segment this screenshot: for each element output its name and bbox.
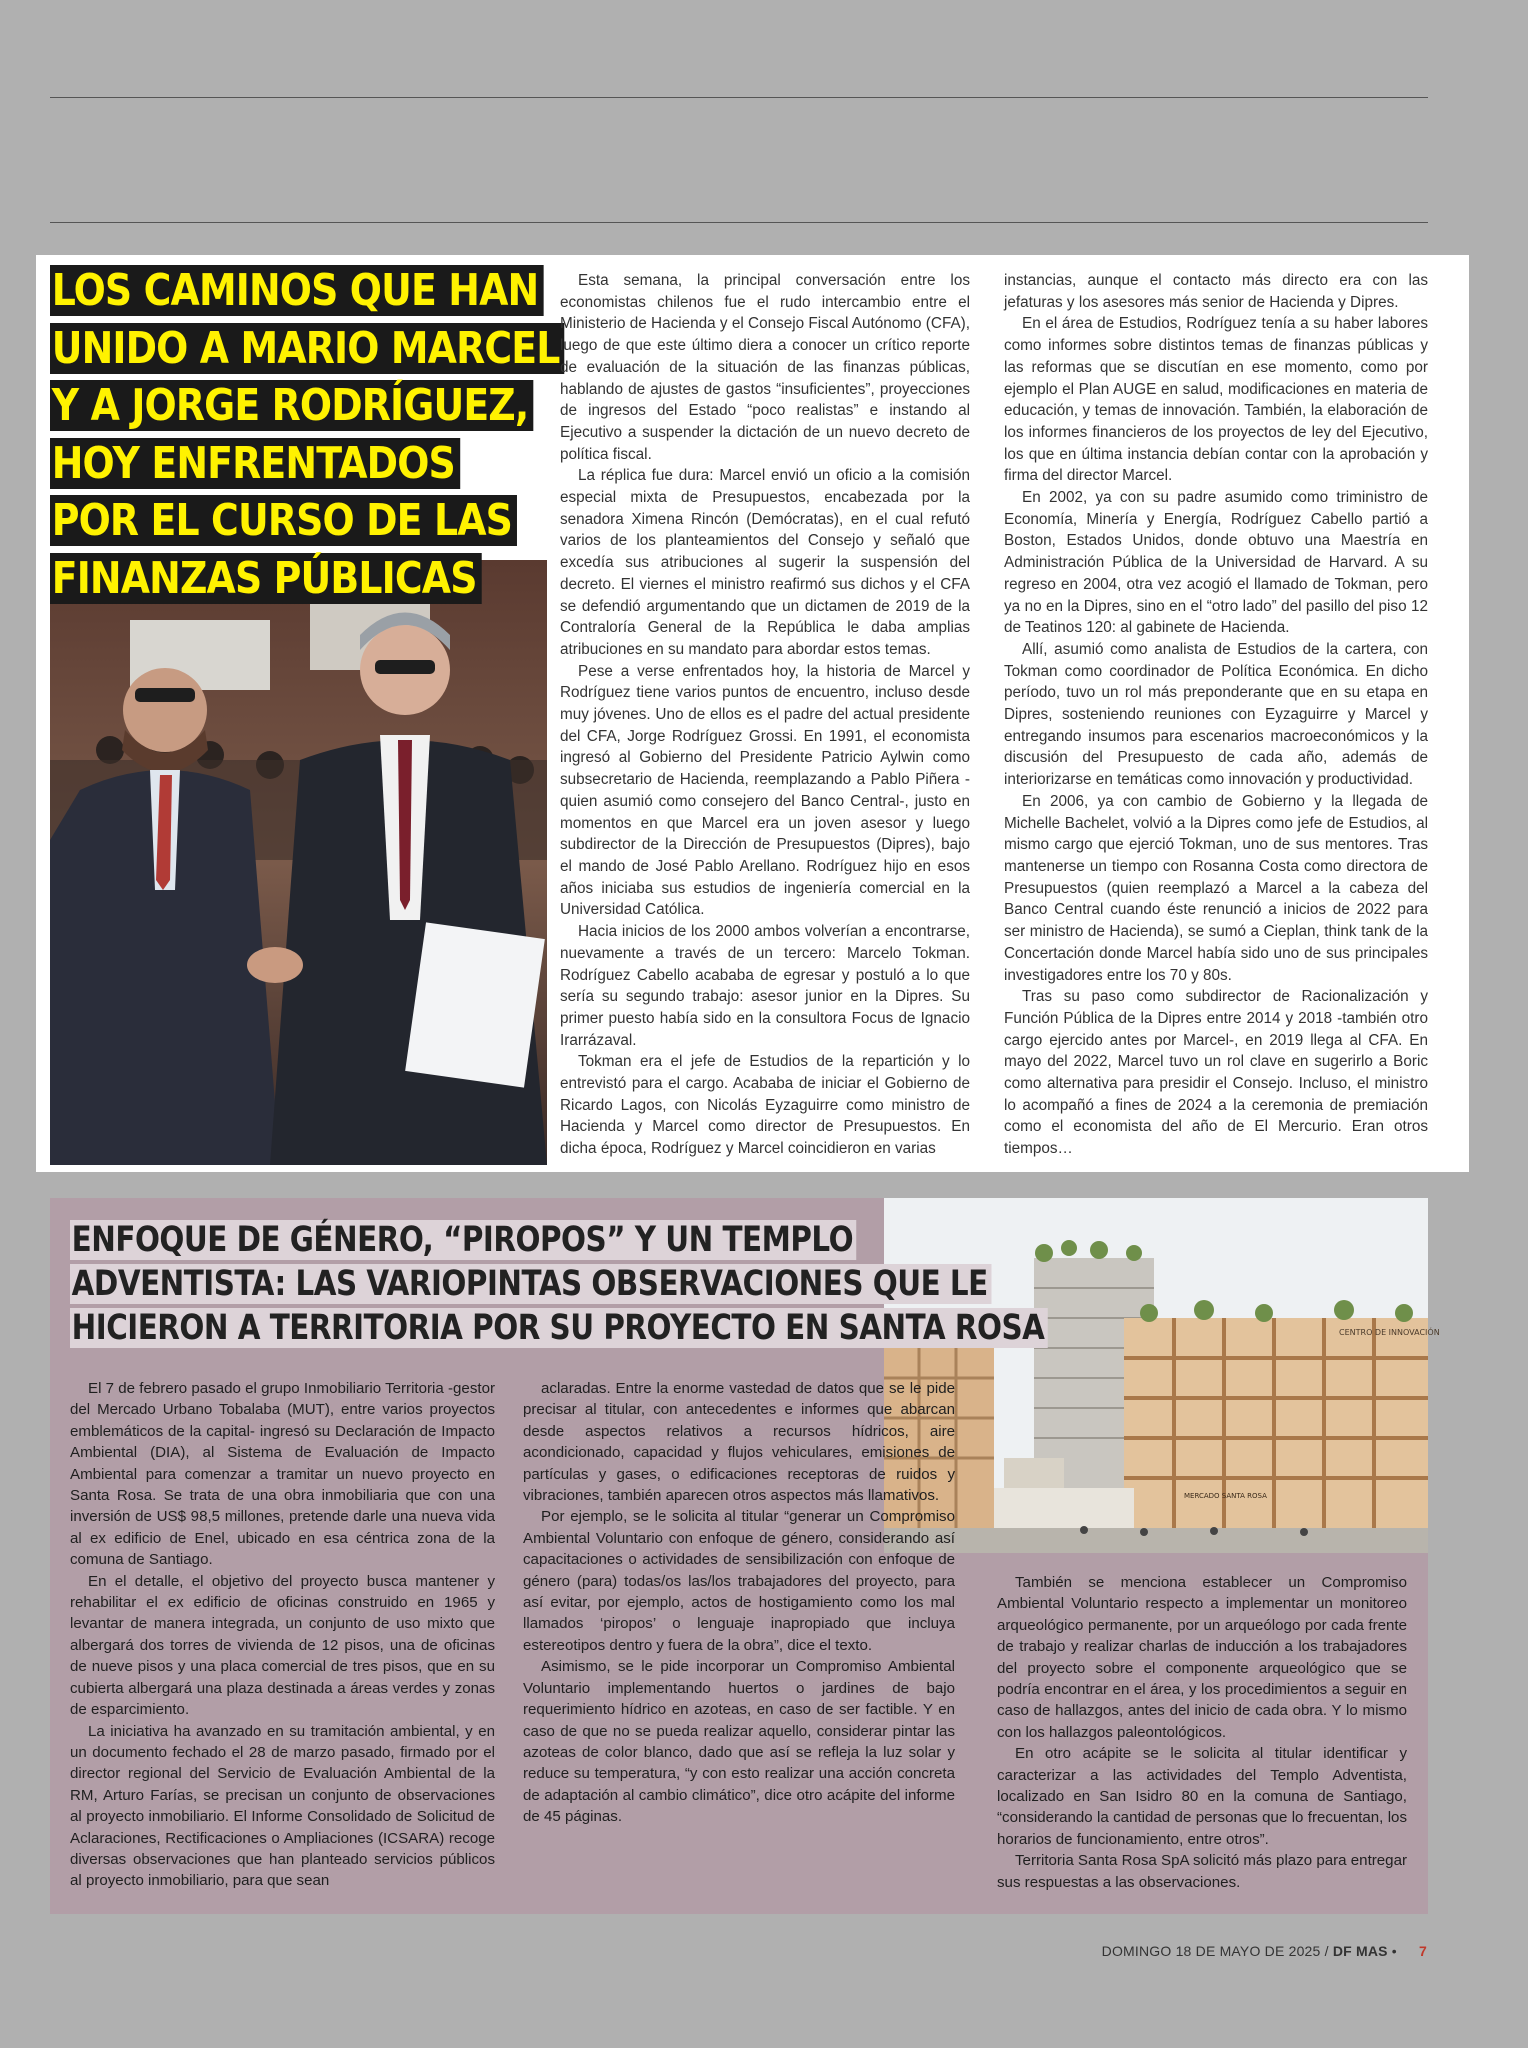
paragraph: En 2002, ya con su padre asumido como triministro de Economía, Minería y Energía, Rodríguez Cabello partió a Boston, Estados Unidos, donde obtuvo una Maestría en Administración Pública de la Universidad de Harvard. A su regreso en 2004, otra vez acogió el llamado de Tokman, pero ya no en la Dipres, sino en el “otro lado” del pasillo del piso 12 de Teatinos 120: al gabinete de Hacienda. [1004, 489, 1428, 637]
second-rule [50, 222, 1428, 223]
footer-bullet: • [1391, 1943, 1397, 1959]
paragraph: Asimismo, se le pide incorporar un Compromiso Ambiental Voluntario implementando huertos o jardines de bajo requerimiento hídrico en azoteas, en caso de ser factible. Y en caso de que no se pueda realizar aquello, considerar pintar las azoteas de color blanco, dado que así se refleja la luz solar y reduce su temperatura, “y con esto realizar una acción concreta de adaptación al cambio climático”, dice otro acápite del informe de 45 páginas. [523, 1658, 955, 1826]
rendering-sign: MERCADO SANTA ROSA [1184, 1492, 1267, 1500]
paragraph: La iniciativa ha avanzado en su tramitación ambiental, y en un documento fechado el 28 de marzo pasado, firmado por el director regional del Servicio de Evaluación Ambiental de la RM, Arturo Farías, se precisan un conjunto de observaciones al proyecto inmobiliario. El Informe Consolidado de Solicitud de Aclaraciones, Rectificaciones o Ampliaciones (ICSARA) recoge diversas observaciones que han planteado servicios públicos al proyecto inmobiliario, para que sean [70, 1722, 495, 1890]
paragraph: Hacia inicios de los 2000 ambos volverían a encontrarse, nuevamente a través de un tercero: Marcelo Tokman. Rodríguez Cabello acababa de egresar y postuló a lo que sería su segundo trabajo: asesor junior en la Dipres. Su primer puesto había sido en la consultora Focus de Ignacio Irarrázaval. [560, 923, 970, 1049]
story1-photo [50, 560, 547, 1165]
story1-column-2 [1004, 270, 1428, 1160]
paragraph: Por ejemplo, se le solicita al titular “generar un Compromiso Ambiental Voluntario con enfoque de género, considerando así capacitaciones o actividades de sensibilización con enfoque de género (para) todas/os las/los trabajadores del proyecto, para así evitar, por ejemplo, actos de hostigamiento como los mal llamados ‘piropos’ o lenguaje inapropiado que incluya estereotipos dentro y fuera de la obra”, dice el texto. [523, 1508, 955, 1654]
paragraph: En el área de Estudios, Rodríguez tenía a su haber labores como informes sobre distintos temas de finanzas públicas y las reformas que se discutían en ese momento, como por ejemplo el Plan AUGE en salud, modificaciones en materia de educación, y temas de innovación. También, la elaboración de los informes financieros de los proyectos de ley del Ejecutivo, los que en última instancia debían contar con la aprobación y firma del director Marcel. [1004, 315, 1428, 485]
headline-line: FINANZAS PÚBLICAS [50, 550, 480, 608]
issue-date: DOMINGO 18 DE MAYO DE 2025 [1101, 1943, 1321, 1959]
headline-line: ADVENTISTA: LAS VARIOPINTAS OBSERVACIONES QUE LE [70, 1262, 809, 1306]
paragraph: aclaradas. Entre la enorme vastedad de datos que se le pide precisar al titular, con antecedentes e informes que abarcan desde aspectos relativos a recursos hídricos, aire acondicionado, capacidad y flujos vehiculares, emisiones de partículas y gases, o edificaciones receptoras de ruidos y vibraciones, también aparecen otros aspectos más llamativos. [523, 1380, 955, 1505]
story2-column-2 [523, 1378, 955, 1828]
paragraph: Tokman era el jefe de Estudios de la repartición y lo entrevistó para el cargo. Acababa de iniciar el Gobierno de Ricardo Lagos, con Nicolás Eyzaguirre como ministro de Hacienda y Marcel como director de Presupuestos. En dicha época, Rodríguez y Marcel coincidieron en varias [560, 1053, 970, 1158]
story2-column-1 [70, 1378, 495, 1892]
footer-separator: / [1324, 1943, 1329, 1959]
story1-headline [50, 262, 560, 607]
paragraph: La réplica fue dura: Marcel envió un oficio a la comisión especial mixta de Presupuestos, encabezada por la senadora Ximena Rincón (Demócratas), en el cual refutó varios de los planteamientos del Consejo y señaló que excedía sus atribuciones al sugerir la suspensión del decreto. El viernes el ministro reafirmó sus dichos y el CFA se defendió argumentando que un dictamen de 2019 de la Contraloría General de la República le daba amplias atribuciones en su mandato para abordar estos temas. [560, 467, 970, 658]
page-footer [1102, 1943, 1427, 1959]
paragraph: Esta semana, la principal conversación entre los economistas chilenos fue el rudo intercambio entre el Ministerio de Hacienda y el Consejo Fiscal Autónomo (CFA), luego de que este último diera a conocer un crítico reporte de evaluación de la situación de las finanzas públicas, hablando de ajustes de gastos “insuficientes”, proyecciones de ingresos del Estado “poco realistas” e instando al Ejecutivo a suspender la dictación de un nuevo decreto de política fiscal. [560, 272, 970, 463]
paragraph: Tras su paso como subdirector de Racionalización y Función Pública de la Dipres entre 2014 y 2018 -también otro cargo ejercido antes por Marcel-, en 2019 llega al CFA. En mayo del 2022, Marcel tuvo un rol clave en sugerirlo a Boric como alternativa para presidir el Consejo. Incluso, el ministro lo acompañó a fines de 2024 a la ceremonia de premiación como el economista del año de El Mercurio. Eran otros tiempos… [1004, 988, 1428, 1158]
paragraph: También se menciona establecer un Compromiso Ambiental Voluntario respecto a implementar un monitoreo arqueológico permanente, por un arqueólogo por cada frente de trabajo y realizar charlas de inducción a los trabajadores del proyecto sobre el componente arqueológico que se podría encontrar en el área, y los procedimientos a seguir en caso de hallazgos, antes del inicio de cada obra. Y lo mismo con los hallazgos paleontológicos. [997, 1574, 1407, 1741]
story1-column-1 [560, 270, 970, 1160]
paragraph: El 7 de febrero pasado el grupo Inmobiliario Territoria -gestor del Mercado Urbano Tobalaba (MUT), entre varios proyectos emblemáticos de la capital- ingresó su Declaración de Impacto Ambiental (DIA), al Sistema de Evaluación de Impacto Ambiental para comenzar a tramitar un nuevo proyecto en Santa Rosa. Se trata de una obra inmobiliaria que con una inversión de US$ 98,5 millones, pretende darle una nueva vida al ex edificio de Enel, ubicado en esa céntrica zona de la comuna de Santiago. [70, 1380, 495, 1569]
paragraph: Allí, asumió como analista de Estudios de la cartera, con Tokman como coordinador de Política Económica. En dicho período, tuvo un rol más preponderante que en su etapa en Dipres, sosteniendo reuniones con Eyzaguirre y Marcel y entregando insumos para escenarios macroeconómicos y la discusión del Presupuesto de cada año, además de interiorizarse en temáticas como innovación y productividad. [1004, 640, 1428, 789]
rendering-sign: CENTRO DE INNOVACIÓN [1339, 1328, 1440, 1337]
paragraph: Territoria Santa Rosa SpA solicitó más plazo para entregar sus respuestas a las observaciones. [997, 1852, 1407, 1891]
top-rule [50, 97, 1428, 98]
paragraph: En el detalle, el objetivo del proyecto busca mantener y rehabilitar el ex edificio de oficinas construido en 1965 y levantar de manera integrada, un conjunto de uso mixto que albergará dos torres de vivienda de 12 pisos, una de oficinas de nueve pisos y una placa comercial de tres pisos, que en su cubierta albergará una plaza destinada a áreas verdes y zonas de esparcimiento. [70, 1572, 495, 1719]
story2-column-3 [997, 1572, 1407, 1893]
page-number: 7 [1419, 1943, 1427, 1959]
headline-line: POR EL CURSO DE LAS [50, 492, 480, 550]
headline-line: LOS CAMINOS QUE HAN [50, 262, 480, 320]
headline-line: Y A JORGE RODRÍGUEZ, [50, 377, 480, 435]
paragraph: Pese a verse enfrentados hoy, la historia de Marcel y Rodríguez tiene varios puntos de encuentro, incluso desde muy jóvenes. Uno de ellos es el padre del actual presidente del CFA, Jorge Rodríguez Grossi. En 1991, el economista ingresó al Gobierno del Presidente Patricio Aylwin como subsecretario de Hacienda, reemplazando a Pablo Piñera -quien asumió como consejero del Banco Central-, justo en momentos en que Marcel era un joven asesor y luego subdirector de la Dirección de Presupuestos (Dipres), bajo el mando de José Pablo Arellano. Rodríguez hijo en esos años iniciaba sus estudios de ingeniería comercial en la Universidad Católica. [560, 662, 970, 919]
paragraph: En 2006, ya con cambio de Gobierno y la llegada de Michelle Bachelet, volvió a la Dipres como jefe de Estudios, al mismo cargo que ejerció Tokman, uno de sus mentores. Tras mantenerse un tiempo con Rosanna Costa como directora de Presupuestos (quien reemplazó a Marcel a la cabeza del Banco Central cuando éste renunció a inicios de 2022 para ser ministro de Hacienda), se sumó a Cieplan, think tank de la Concertación donde Marcel había sido uno de sus principales investigadores entre los 70 y 80s. [1004, 792, 1428, 984]
headline-line: HICIERON A TERRITORIA POR SU PROYECTO EN SANTA ROSA [70, 1306, 809, 1350]
headline-line: UNIDO A MARIO MARCEL [50, 320, 480, 378]
paragraph: instancias, aunque el contacto más directo era con las jefaturas y los asesores más senior de Hacienda y Dipres. [1004, 272, 1428, 311]
paragraph: En otro acápite se le solicita al titular identificar y caracterizar a las actividades del Templo Adventista, localizado en San Isidro 80 en la comuna de Santiago, “considerando la cantidad de personas que lo frecuentan, los horarios de funcionamiento, entre otros”. [997, 1745, 1407, 1848]
project-rendering [884, 1198, 1440, 1553]
magazine-name: DF MAS [1332, 1943, 1388, 1959]
headline-line: HOY ENFRENTADOS [50, 435, 480, 493]
headline-line: ENFOQUE DE GÉNERO, “PIROPOS” Y UN TEMPLO [70, 1218, 809, 1262]
story2-headline [70, 1218, 1045, 1350]
